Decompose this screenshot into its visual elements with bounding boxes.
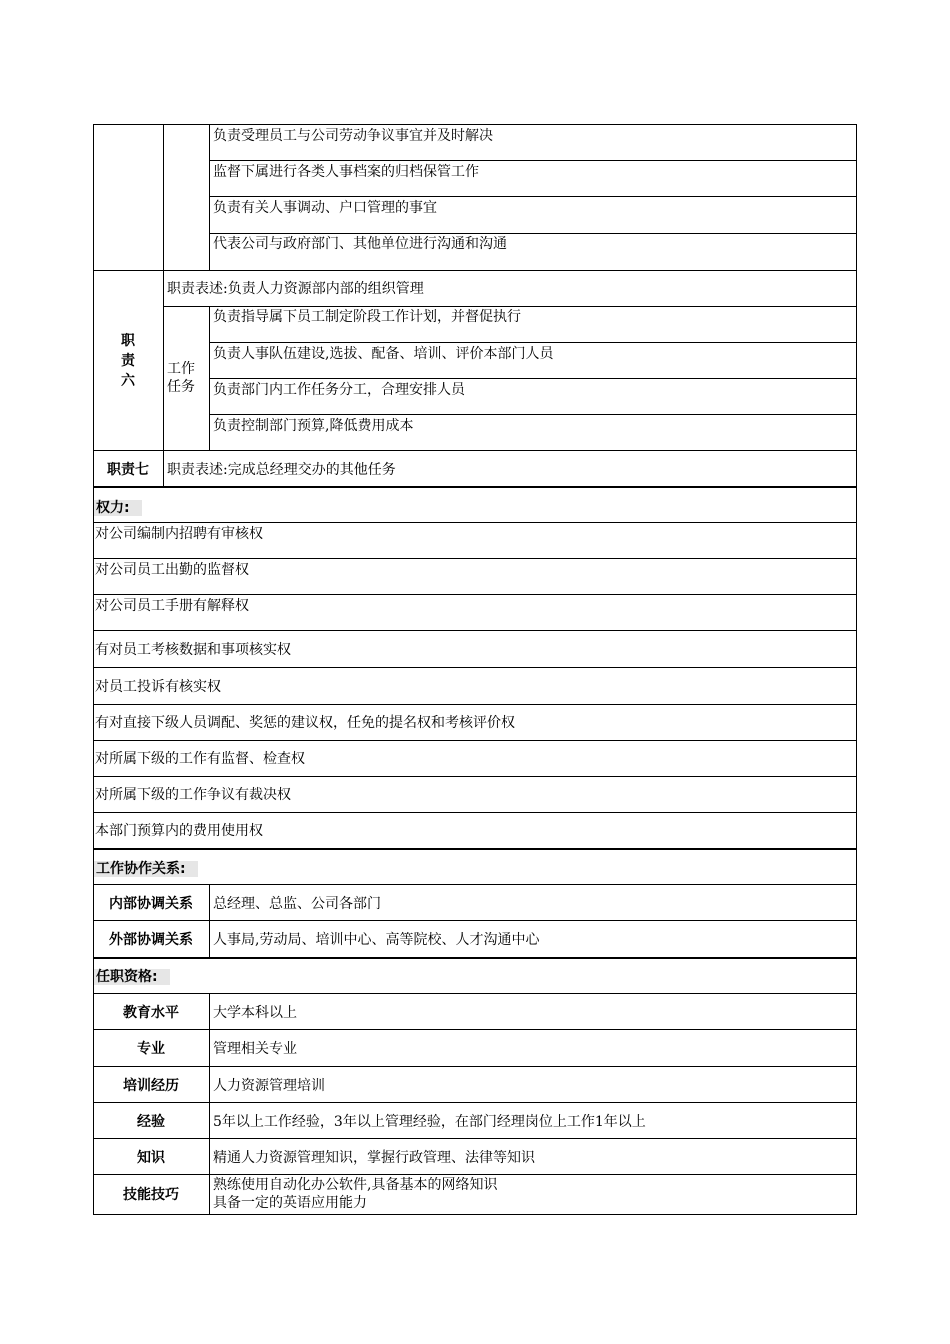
knowledge-label: 知识 <box>137 1150 165 1166</box>
internal-relations-label: 内部协调关系 <box>109 896 193 912</box>
duty-six-label: 职 责 六 <box>121 333 135 389</box>
task-text: 负责人事队伍建设,选拔、配备、培训、评价本部门人员 <box>213 346 554 362</box>
power-item: 对公司编制内招聘有审核权 <box>95 526 263 542</box>
duty-six-description: 职责表述:负责人力资源部内部的组织管理 <box>167 281 424 297</box>
task-text: 负责有关人事调动、户口管理的事宜 <box>213 200 437 216</box>
major-label: 专业 <box>137 1041 165 1057</box>
skills-value: 熟练使用自动化办公软件,具备基本的网络知识 具备一定的英语应用能力 <box>213 1177 498 1211</box>
task-text: 代表公司与政府部门、其他单位进行沟通和沟通 <box>213 236 507 252</box>
power-item: 对所属下级的工作有监督、检查权 <box>95 751 305 767</box>
power-item: 有对直接下级人员调配、奖惩的建议权，任免的提名权和考核评价权 <box>95 715 515 731</box>
qualifications-title: 任职资格: <box>94 968 170 986</box>
power-item: 有对员工考核数据和事项核实权 <box>95 642 291 658</box>
education-label: 教育水平 <box>123 1005 179 1021</box>
work-task-label: 工作 任务 <box>167 361 195 395</box>
internal-relations-value: 总经理、总监、公司各部门 <box>213 896 381 912</box>
skills-label: 技能技巧 <box>123 1187 179 1203</box>
training-label: 培训经历 <box>123 1078 179 1094</box>
task-text: 负责控制部门预算,降低费用成本 <box>213 418 414 434</box>
power-item: 对员工投诉有核实权 <box>95 679 221 695</box>
duty-seven-label: 职责七 <box>107 462 149 478</box>
experience-label: 经验 <box>137 1114 165 1130</box>
task-text: 负责指导属下员工制定阶段工作计划，并督促执行 <box>213 309 521 325</box>
duty-seven-description: 职责表述:完成总经理交办的其他任务 <box>167 462 396 478</box>
task-text: 监督下属进行各类人事档案的归档保管工作 <box>213 164 479 180</box>
major-value: 管理相关专业 <box>213 1041 297 1057</box>
knowledge-value: 精通人力资源管理知识，掌握行政管理、法律等知识 <box>213 1150 535 1166</box>
power-item: 对公司员工手册有解释权 <box>95 598 249 614</box>
education-value: 大学本科以上 <box>213 1005 297 1021</box>
external-relations-label: 外部协调关系 <box>109 932 193 948</box>
powers-title: 权力: <box>94 499 142 517</box>
relations-title: 工作协作关系: <box>94 860 198 878</box>
task-text: 负责受理员工与公司劳动争议事宜并及时解决 <box>213 128 493 144</box>
external-relations-value: 人事局,劳动局、培训中心、高等院校、人才沟通中心 <box>213 932 540 948</box>
training-value: 人力资源管理培训 <box>213 1078 325 1094</box>
task-text: 负责部门内工作任务分工，合理安排人员 <box>213 382 465 398</box>
power-item: 对公司员工出勤的监督权 <box>95 562 249 578</box>
power-item: 对所属下级的工作争议有裁决权 <box>95 787 291 803</box>
experience-value: 5年以上工作经验，3年以上管理经验，在部门经理岗位上工作1年以上 <box>213 1114 646 1130</box>
power-item: 本部门预算内的费用使用权 <box>95 823 263 839</box>
